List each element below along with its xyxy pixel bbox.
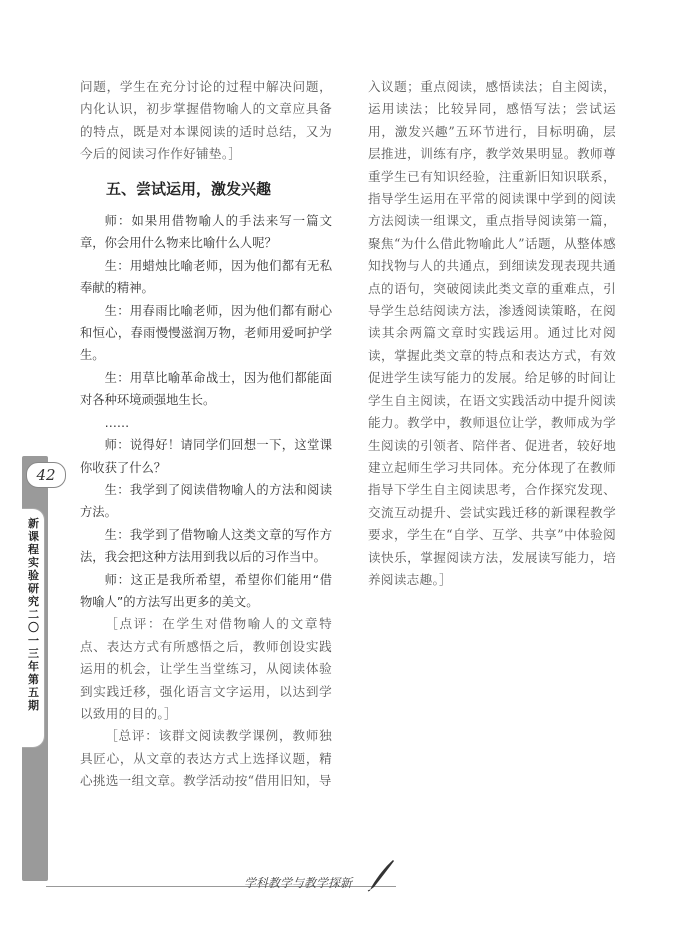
right-column xyxy=(368,76,616,591)
dialogue-line: 师：这正是我所希望，希望你们能用“借物喻人”的方法写出更多的美文。 xyxy=(80,572,332,609)
summary-paragraph: ［总评：该群文阅读教学课例，教师独具匠心，从文章的表达方式上选择议题，精心挑选一组文章。教学活动按“借用旧知，导 xyxy=(80,728,332,789)
journal-label: 新课程实验研究 二〇一三年 第五期 xyxy=(28,517,39,712)
section-heading: 五、尝试运用，激发兴趣 xyxy=(106,179,272,198)
dialogue-line: 生：我学到了借物喻人这类文章的写作方法，我会把这种方法用到我以后的习作当中。 xyxy=(80,527,332,565)
dialogue-line: 生：用蜡烛比喻老师，因为他们都有无私奉献的精神。 xyxy=(80,258,332,296)
dialogue-line: 师：说得好！请同学们回想一下，这堂课你收获了什么？ xyxy=(80,438,332,475)
dialogue-line: 生：我学到了阅读借物喻人的方法和阅读方法。 xyxy=(80,482,332,520)
left-column xyxy=(80,76,332,793)
footer-title: 学科教学与教学探新 xyxy=(244,876,353,890)
comment-paragraph: ［点评：在学生对借物喻人的文章特点、表达方式有所感悟之后，教师创设实践运用的机会，让学生当堂练习，从阅读体验到实践迁移，强化语言文字运用，以达到学以致用的目的。］ xyxy=(80,616,332,721)
pen-nib-icon xyxy=(366,858,396,892)
summary-continued: 入议题；重点阅读，感悟读法；自主阅读，运用读法；比较异同，感悟写法；尝试运用，激发兴趣”五环节进行，目标明确，层层推进，训练有序，教学效果明显。教师尊重学生已有知识经验，注重新旧知识联系，指导学生运用在平常的阅读课中学到的阅读方法阅读一组课文，重点指导阅读第一篇，聚焦“为什么借此物喻此人”话题，从整体感知找物与人的共通点，到细读发现表现共通点的语句，突破阅读此类文章的重难点，引导学生总结阅读方法，渗透阅读策略，在阅读其余两篇文章时实践运用。通过比对阅读，掌握此类文章的特点和表达方式，有效促进学生读写能力的发展。给足够的时间让学生自主阅读，在语文实践活动中提升阅读能力。教学中，教师退位让学，教师成为学生阅读的引领者、陪伴者、促进者，较好地建立起师生学习共同体。充分体现了在教师指导下学生自主阅读思考，合作探究发现、交流互动提升、尝试实践迁移的新课程教学要求，学生在“自学、互学、共享”中体验阅读快乐，掌握阅读方法，发展读写能力，培养阅读志趣。］ xyxy=(368,79,616,587)
comment-continued: 问题，学生在充分讨论的过程中解决问题，内化认识，初步掌握借物喻人的文章应具备的特点，既是对本课阅读的适时总结，又为今后的阅读习作作好铺垫。］ xyxy=(80,79,332,162)
ellipsis-line: …… xyxy=(104,415,130,430)
journal-tab xyxy=(22,508,45,748)
dialogue-line: 师：如果用借物喻人的手法来写一篇文章，你会用什么物来比喻什么人呢？ xyxy=(80,214,332,251)
dialogue-block xyxy=(80,210,332,613)
dialogue-line: 生：用春雨比喻老师，因为他们都有耐心和恒心，春雨慢慢滋润万物，老师用爱呵护学生。 xyxy=(80,303,332,363)
dialogue-line: 生：用草比喻革命战士，因为他们都能面对各种环境顽强地生长。 xyxy=(80,370,332,408)
page-number: 42 xyxy=(26,462,66,488)
